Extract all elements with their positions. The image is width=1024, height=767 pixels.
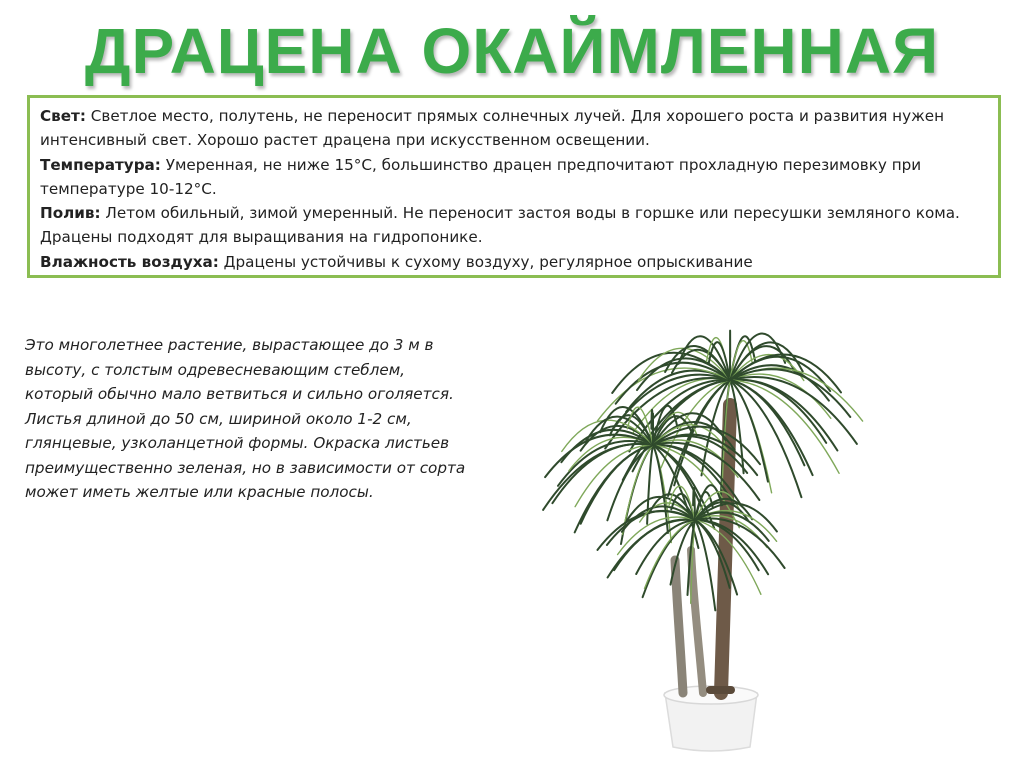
care-watering-text: Летом обильный, зимой умеренный. Не переносит застоя воды в горшке или пересушки земляного кома. Драцены подходят для выращивания на гидропонике. [40,204,960,247]
care-light-label: Свет: [40,107,86,125]
care-light [40,104,986,153]
care-humidity-text: Драцены устойчивы к сухому воздуху, регулярное опрыскивание [218,252,753,271]
care-humidity-label: Влажность воздуха: [40,252,219,271]
plant-illustration [525,285,910,760]
care-watering [40,201,986,250]
care-temperature-text: Умеренная, не ниже 15°С, большинство драцен предпочитают прохладную перезимовку при температуре 10-12°С. [40,155,922,198]
care-temperature-label: Температура: [40,155,161,174]
care-humidity [40,250,986,274]
care-info-box [27,95,1001,278]
plant-description: Это многолетнее растение, вырастающее до 3 м в высоту, с толстым одревесневающим стеблем, который обычно мало ветвиться и сильно оголяется. Листья длиной до 50 см, шириной около 1-2 см, глянцевые, узколанцетной формы. Окраска листьев преимущественно зеленая, но в зависимости от сорта может иметь желтые или красные полосы. [25,336,466,501]
page-title: ДРАЦЕНА ОКАЙМЛЕННАЯ [84,15,940,87]
plant-leaves [543,331,863,611]
care-light-text: Светлое место, полутень, не переносит прямых солнечных лучей. Для хорошего роста и развития нужен интенсивный свет. Хорошо растет драцена при искусственном освещении. [40,107,945,150]
plant-pot [664,686,758,751]
care-temperature [40,153,986,202]
care-watering-label: Полив: [40,204,101,223]
